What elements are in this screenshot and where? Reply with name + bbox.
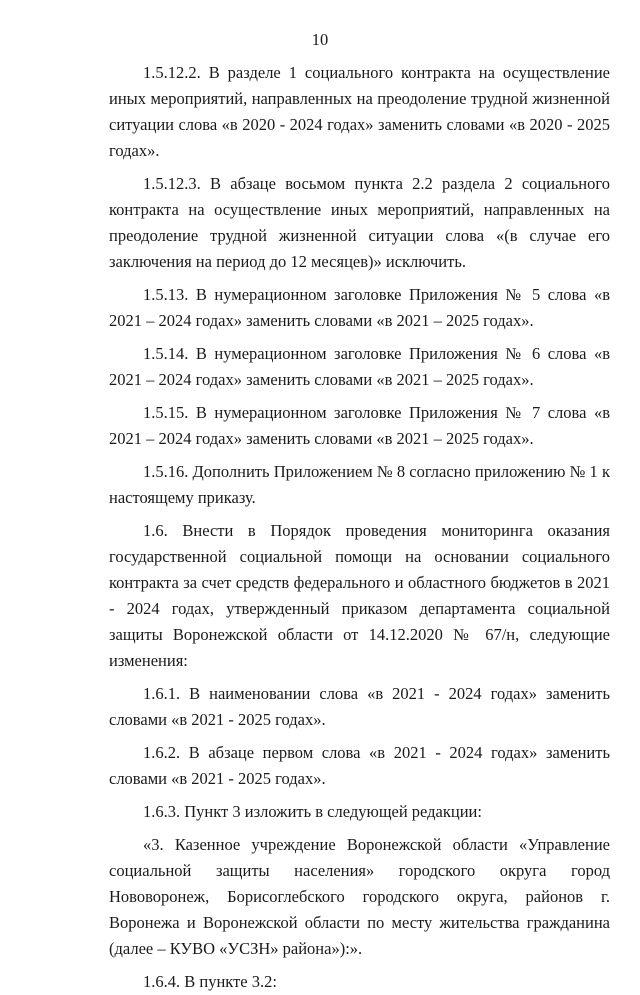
paragraph-1-5-12-2: 1.5.12.2. В разделе 1 социального контракта на осуществление иных мероприятий, направленных на преодоление трудной жизненной ситуации слова «в 2020 - 2024 годах» заменить словами «в 2020 - 2025 годах».	[109, 63, 610, 160]
paragraph-1-5-14: 1.5.14. В нумерационном заголовке Приложения № 6 слова «в 2021 – 2024 годах» заменить словами «в 2021 – 2025 годах».	[109, 344, 610, 389]
paragraph-1-5-16: 1.5.16. Дополнить Приложением № 8 согласно приложению № 1 к настоящему приказу.	[109, 462, 610, 507]
paragraph-1-6-4: 1.6.4. В пункте 3.2:	[143, 972, 277, 991]
paragraph-quoted-item-3: «3. Казенное учреждение Воронежской области «Управление социальной защиты населения» городского округа город Нововоронеж, Борисоглебского городского округа, районов г. Воронежа и Воронежской области по месту жительства гражданина (далее – КУВО «УСЗН» района»):».	[109, 835, 610, 958]
paragraph-1-5-13: 1.5.13. В нумерационном заголовке Приложения № 5 слова «в 2021 – 2024 годах» заменить словами «в 2021 – 2025 годах».	[109, 285, 610, 330]
paragraph-1-6-1: 1.6.1. В наименовании слова «в 2021 - 2024 годах» заменить словами «в 2021 - 2025 годах».	[109, 684, 610, 729]
paragraph-1-6: 1.6. Внести в Порядок проведения мониторинга оказания государственной социальной помощи на основании социального контракта за счет средств федерального и областного бюджетов в 2021 - 2024 годах, утвержденный приказом департамента социальной защиты Воронежской области от 14.12.2020 № 67/н, следующие изменения:	[109, 521, 610, 670]
page-number: 10	[311, 30, 329, 49]
paragraph-1-5-15: 1.5.15. В нумерационном заголовке Приложения № 7 слова «в 2021 – 2024 годах» заменить словами «в 2021 – 2025 годах».	[109, 403, 610, 448]
paragraph-1-6-2: 1.6.2. В абзаце первом слова «в 2021 - 2024 годах» заменить словами «в 2021 - 2025 годах».	[109, 743, 610, 788]
paragraph-1-6-3: 1.6.3. Пункт 3 изложить в следующей редакции:	[143, 802, 482, 821]
document-body	[109, 60, 610, 995]
paragraph-1-5-12-3: 1.5.12.3. В абзаце восьмом пункта 2.2 раздела 2 социального контракта на осуществление иных мероприятий, направленных на преодоление трудной жизненной ситуации слова «(в случае его заключения на период до 12 месяцев)» исключить.	[109, 174, 610, 271]
